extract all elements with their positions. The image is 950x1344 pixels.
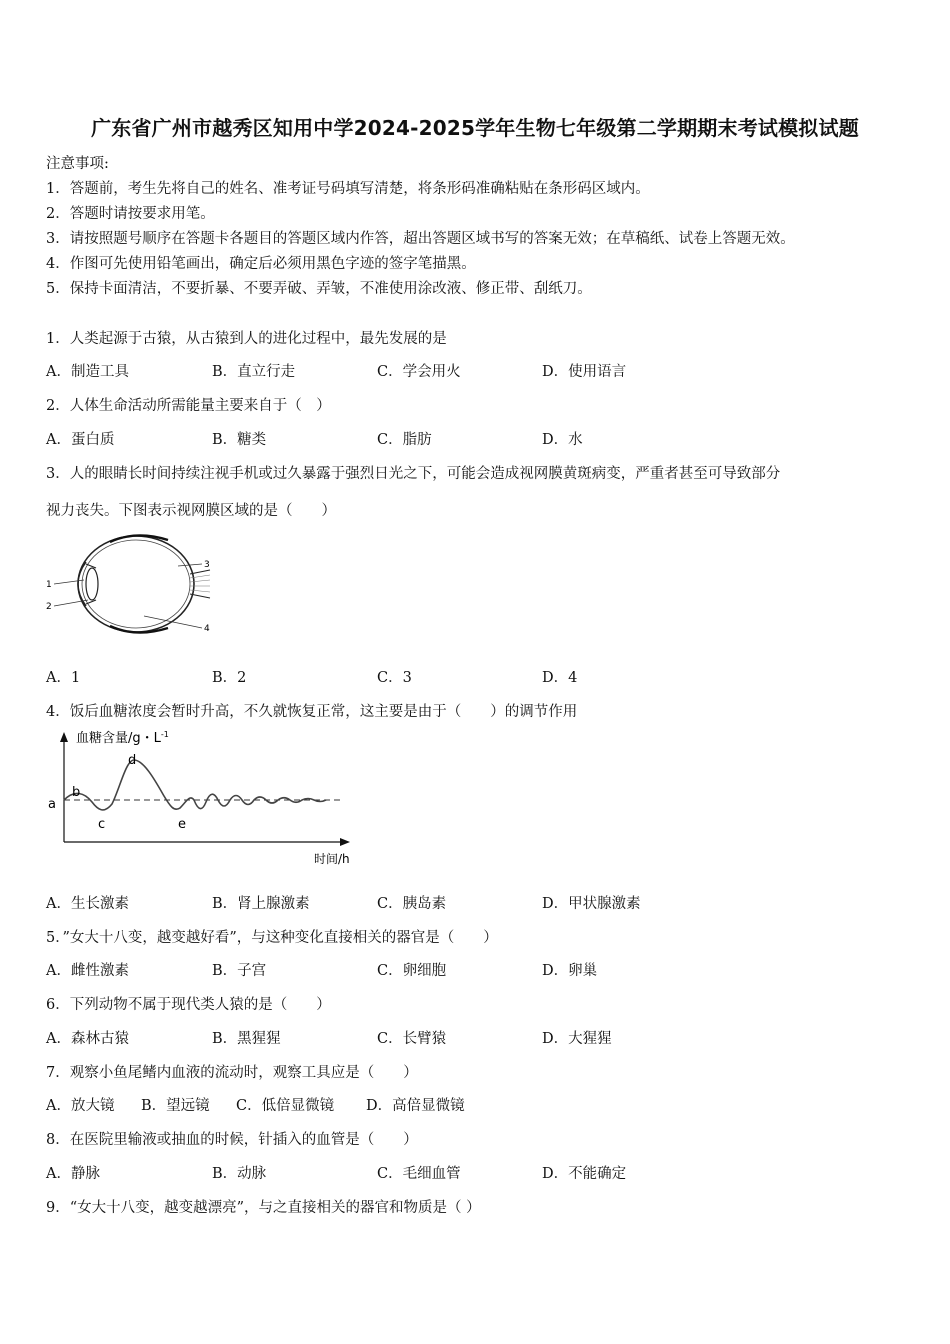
- notice-item: 5．保持卡面清洁，不要折暴、不要弄破、弄皱，不准使用涂改液、修正带、刮纸刀。: [46, 281, 592, 297]
- option-a[interactable]: A．雌性激素: [46, 963, 129, 979]
- choroid-top: [110, 535, 168, 542]
- question-8-stem: 8．在医院里输液或抽血的时候，针插入的血管是（ ）: [46, 1132, 418, 1148]
- eye-diagram: [40, 528, 220, 640]
- option-a[interactable]: A．静脉: [46, 1166, 100, 1182]
- option-c[interactable]: C．3: [377, 670, 412, 686]
- option-a[interactable]: A．森林古猿: [46, 1031, 129, 1047]
- option-c[interactable]: C．长臂猿: [377, 1031, 447, 1047]
- option-d[interactable]: D．卵巢: [542, 963, 598, 979]
- choroid-bottom: [110, 626, 168, 633]
- eye-label-4: 4: [204, 624, 210, 634]
- x-axis-arrow: [340, 838, 350, 846]
- eyeball-outline: [78, 536, 194, 632]
- blood-glucose-graph: [44, 730, 364, 868]
- point-label-e: e: [178, 817, 186, 832]
- option-b[interactable]: B．黑猩猩: [212, 1031, 281, 1047]
- point-label-d: d: [128, 753, 137, 768]
- point-label-b: b: [72, 785, 81, 800]
- x-axis-label: 时间/h: [314, 852, 350, 866]
- question-5-stem: 5．”女大十八变，越变越好看”，与这种变化直接相关的器官是（ ）: [46, 930, 498, 946]
- notice-item: 2．答题时请按要求用笔。: [46, 206, 215, 222]
- eye-label-1: 1: [46, 580, 52, 590]
- page-title: 广东省广州市越秀区知用中学2024-2025学年生物七年级第二学期期末考试模拟试题: [91, 116, 859, 140]
- option-a[interactable]: A．生长激素: [46, 896, 129, 912]
- option-d[interactable]: D．水: [542, 432, 583, 448]
- question-9-stem: 9．“女大十八变，越变越漂亮”，与之直接相关的器官和物质是（ ）: [46, 1200, 481, 1216]
- option-a[interactable]: A．放大镜: [46, 1098, 115, 1114]
- question-3-stem-continued: 视力丧失。下图表示视网膜区域的是（ ）: [46, 503, 336, 519]
- notice-item: 3．请按照题号顺序在答题卡各题目的答题区域内作答，超出答题区域书写的答案无效；在草稿纸、试卷上答题无效。: [46, 231, 795, 247]
- option-b[interactable]: B．糖类: [212, 432, 267, 448]
- question-2-stem: 2．人体生命活动所需能量主要来自于（ ）: [46, 398, 331, 414]
- notice-item: 1．答题前，考生先将自己的姓名、准考证号码填写清楚，将条形码准确粘贴在条形码区域内。: [46, 181, 650, 197]
- option-b[interactable]: B．肾上腺激素: [212, 896, 310, 912]
- option-d[interactable]: D．大猩猩: [542, 1031, 612, 1047]
- option-c[interactable]: C．胰岛素: [377, 896, 447, 912]
- option-c[interactable]: C．脂肪: [377, 432, 432, 448]
- option-d[interactable]: D．使用语言: [542, 364, 627, 380]
- eye-label-3: 3: [204, 560, 210, 570]
- question-3-stem: 3．人的眼睛长时间持续注视手机或过久暴露于强烈日光之下，可能会造成视网膜黄斑病变，严重者甚至可导致部分: [46, 466, 781, 482]
- question-7-stem: 7．观察小鱼尾鳍内血液的流动时，观察工具应是（ ）: [46, 1065, 418, 1081]
- option-b[interactable]: B．望远镜: [141, 1098, 210, 1114]
- glucose-curve: [64, 760, 326, 810]
- option-b[interactable]: B．直立行走: [212, 364, 296, 380]
- option-c[interactable]: C．毛细血管: [377, 1166, 461, 1182]
- question-4-stem: 4．饭后血糖浓度会暂时升高，不久就恢复正常，这主要是由于（ ）的调节作用: [46, 704, 578, 720]
- option-d[interactable]: D．甲状腺激素: [542, 896, 641, 912]
- question-1-stem: 1．人类起源于古猿，从古猿到人的进化过程中，最先发展的是: [46, 331, 447, 347]
- option-c[interactable]: C．低倍显微镜: [236, 1098, 335, 1114]
- option-d[interactable]: D．4: [542, 670, 578, 686]
- option-b[interactable]: B．动脉: [212, 1166, 267, 1182]
- question-6-stem: 6．下列动物不属于现代类人猿的是（ ）: [46, 997, 331, 1013]
- option-d[interactable]: D．不能确定: [542, 1166, 627, 1182]
- option-a[interactable]: A．1: [46, 670, 81, 686]
- option-c[interactable]: C．卵细胞: [377, 963, 447, 979]
- point-label-a: a: [48, 797, 56, 812]
- option-b[interactable]: B．2: [212, 670, 247, 686]
- option-c[interactable]: C．学会用火: [377, 364, 461, 380]
- y-axis-arrow: [60, 732, 68, 742]
- notice-heading: 注意事项:: [46, 156, 109, 172]
- option-b[interactable]: B．子宫: [212, 963, 267, 979]
- y-axis-label: 血糖含量/g・$L^{-1}$: [76, 730, 169, 746]
- option-a[interactable]: A．制造工具: [46, 364, 129, 380]
- option-d[interactable]: D．高倍显微镜: [366, 1098, 465, 1114]
- lens: [86, 568, 98, 600]
- eye-label-2: 2: [46, 602, 52, 612]
- option-a[interactable]: A．蛋白质: [46, 432, 115, 448]
- notice-item: 4．作图可先使用铅笔画出，确定后必须用黑色字迹的签字笔描黑。: [46, 256, 476, 272]
- point-label-c: c: [98, 817, 106, 832]
